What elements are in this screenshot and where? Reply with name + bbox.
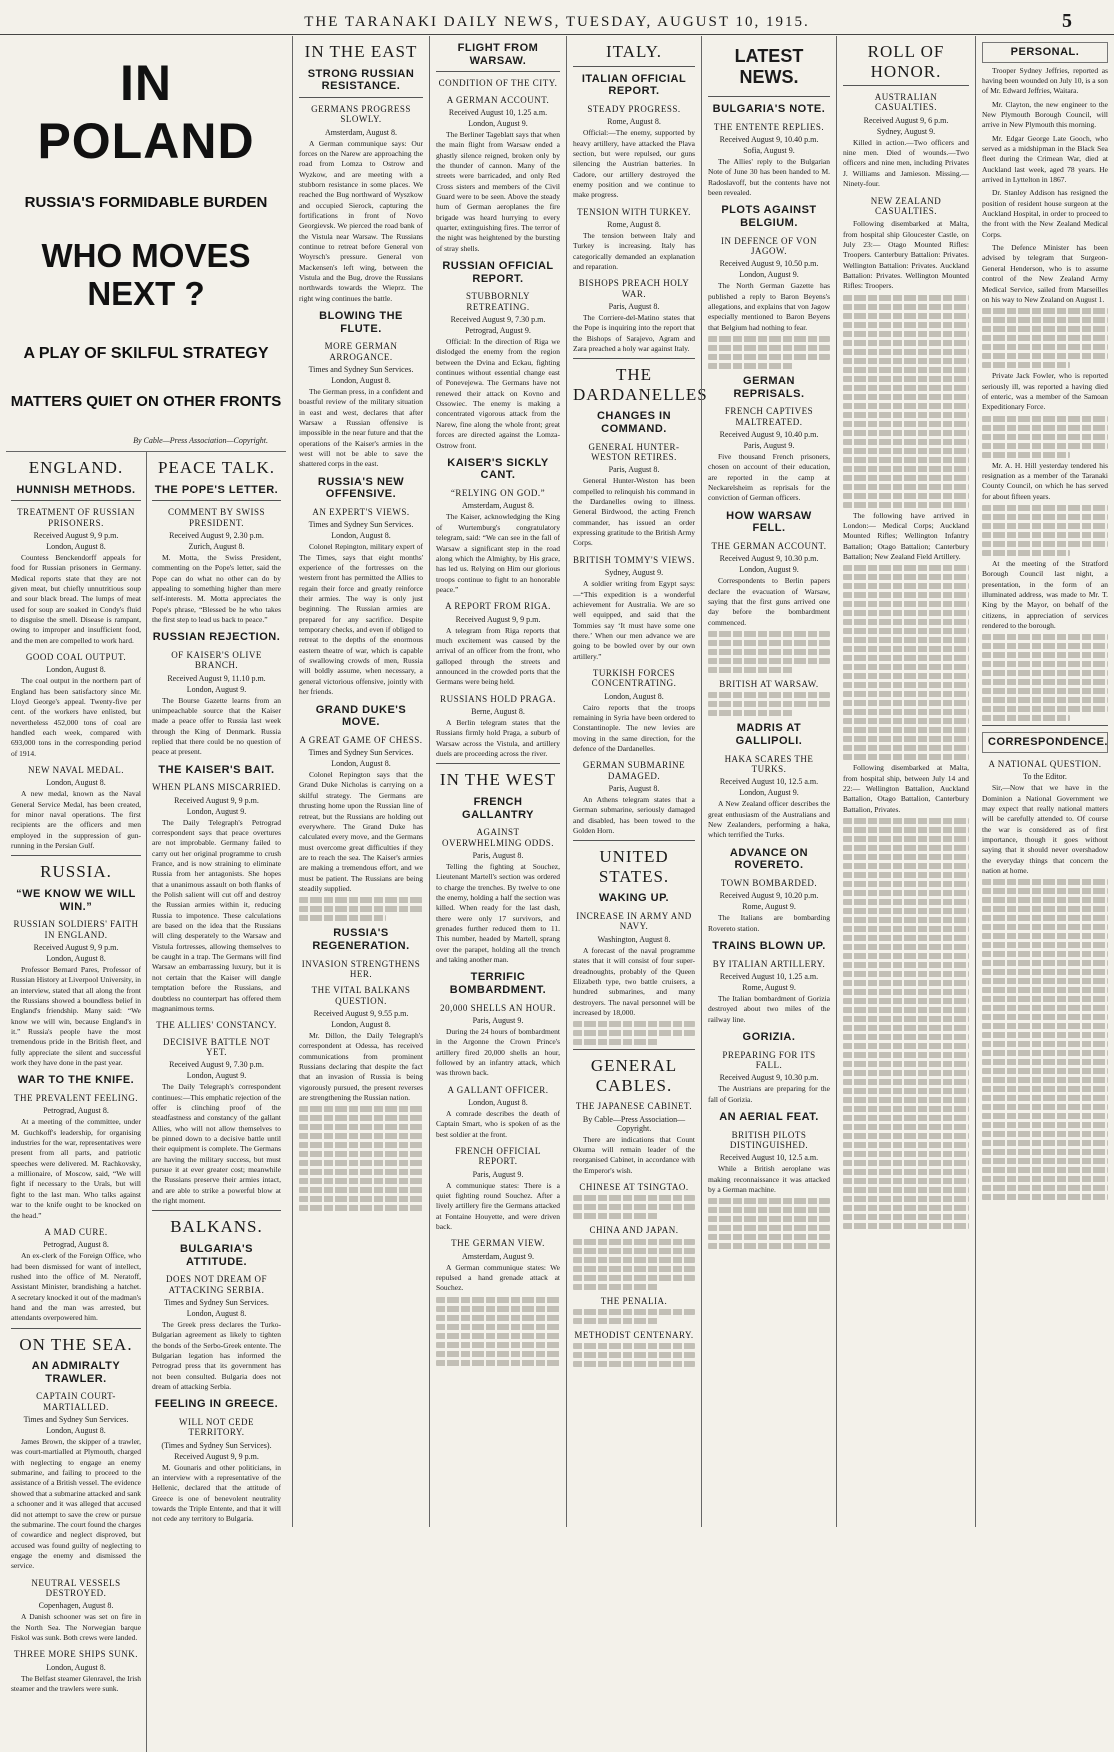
dateline: Received August 9, 10.30 p.m. (719, 554, 819, 564)
dateline: By Cable—Press Association—Copyright. (582, 1114, 686, 1133)
lead-deck-2: WHO MOVES NEXT ? (41, 237, 251, 312)
lead-subcolumns (6, 451, 286, 1752)
article-subheading: THE ALLIES' CONSTANCY. (156, 1020, 277, 1031)
dateline: Washington, August 8. (597, 934, 671, 944)
article-heading: BLOWING THE FLUTE. (319, 310, 403, 335)
section-heading: BALKANS. (170, 1217, 263, 1237)
article-body: The Allies' reply to the Bulgarian Note of June 30 has been handed to M. Radoslavoff, but the contents have not been revealed. (708, 156, 830, 198)
dateline: Received August 9, 9 p.m. (174, 1451, 259, 1461)
article-body: Professor Bernard Pares, Professor of Russian History at Liverpool University, in an interview, stated that all along the front the Russians showed a boundless belief in England's friendship. Many said: “We know we will win, because England's in it.” Russia's people have the most tremendous pride in the British fleet, and fully appreciate the silent and successful work they have done in the past year. (11, 964, 141, 1068)
article-subheading: THE VITAL BALKANS QUESTION. (311, 985, 411, 1006)
article-subheading: BISHOPS PREACH HOLY WAR. (578, 278, 690, 299)
article-subheading: BY ITALIAN ARTILLERY. (712, 958, 826, 969)
dateline: London, August 9. (739, 788, 799, 798)
article-subheading: RUSSIANS HOLD PRAGA. (440, 693, 556, 704)
article-body: A telegram from Riga reports that much excitement was caused by the arrival of an officer from the front, who galloped through the streets and announced in the crowded ports that the Germans were being held. (436, 625, 560, 687)
lead-column (0, 36, 292, 1693)
article-subheading: GENERAL HUNTER-WESTON RETIRES. (588, 441, 680, 463)
article-subheading: TREATMENT OF RUSSIAN PRISONERS. (17, 507, 135, 528)
article-subheading: THE GERMAN ACCOUNT. (711, 541, 827, 552)
lead-headline: IN POLAND (37, 55, 255, 169)
dateline: Times and Sydney Sun Services. (308, 520, 414, 530)
lead-byline: By Cable—Press Association—Copyright. (133, 436, 268, 445)
article-heading: AN ADMIRALTY TRAWLER. (31, 1360, 121, 1385)
article-heading: FLIGHT FROM WARSAW. (457, 42, 539, 67)
article-body: A German communique states: We repulsed a hand grenade attack at Souchez. (436, 1262, 560, 1293)
article-subheading: A NATIONAL QUESTION. (988, 759, 1102, 769)
dateline: London, August 8. (46, 1662, 106, 1672)
dateline: London, August 8. (331, 759, 391, 769)
article-subheading: IN DEFENCE OF VON JAGOW. (720, 235, 818, 256)
article-subheading: BRITISH PILOTS DISTINGUISHED. (729, 1129, 809, 1151)
article-subheading: MORE GERMAN ARROGANCE. (324, 341, 398, 362)
article-body: The tension between Italy and Turkey is increasing. Italy has categorically demanded an explanation and reparation. (573, 230, 695, 271)
article-heading: GORIZIA. (742, 1031, 796, 1044)
dateline: Received August 9, 10.20 p.m. (719, 891, 819, 901)
lead-deck-3: A PLAY OF SKILFUL STRATEGY (23, 345, 269, 362)
dateline: London, August 9. (186, 684, 247, 694)
article-subheading: FRENCH CAPTIVES MALTREATED. (724, 406, 814, 427)
article-subheading: BRITISH TOMMY'S VIEWS. (573, 554, 695, 565)
dateline: Copenhagen, August 8. (38, 1601, 114, 1611)
article-subheading: CHINA AND JAPAN. (589, 1225, 679, 1236)
article-body: Following disembarked at Malta, from hospital ship Gloucester Castle, on July 23:— Otago Mounted Rifles: Troopers. Canterbury Battalion: Privates. Wellington Battalion: Privates. Auckland Battalion: Privates. Wellington Mounted Rifles: Troopers. (843, 219, 969, 291)
article-body: A Berlin telegram states that the Russians firmly hold Praga, a suburb of Warsaw across the Vistula, and artillery duels are proceeding across the river. (436, 717, 560, 758)
article-body: The North German Gazette has published a reply to Baron Beyens's allegations, and explains that von Jagow especially mentioned to Baron Beyens that Belgium had nothing to fear. (708, 281, 830, 332)
dateline: Paris, August 9. (472, 1015, 524, 1025)
section-heading: ON THE SEA. (19, 1334, 133, 1354)
article-heading: BULGARIA'S ATTITUDE. (179, 1242, 253, 1268)
article-subheading: WILL NOT CEDE TERRITORY. (179, 1416, 254, 1438)
dateline: Received August 9, 9 p.m. (455, 614, 541, 624)
article-subheading: TURKISH FORCES CONCENTRATING. (591, 667, 677, 689)
dateline: Rome, August 8. (607, 219, 661, 229)
article-heading: HUNNISH METHODS. (16, 483, 136, 496)
dateline: London, August 8. (186, 1308, 247, 1318)
masthead-title: THE TARANAKI DAILY NEWS, TUESDAY, AUGUST 10, 1915. (304, 14, 810, 30)
section-heading: RUSSIA. (40, 862, 112, 882)
dateline: Received August 9, 9 p.m. (33, 530, 119, 540)
article-heading: THE KAISER'S BAIT. (158, 763, 275, 776)
article-heading: RUSSIAN OFFICIAL REPORT. (442, 260, 554, 285)
article-heading: ITALIAN OFFICIAL REPORT. (581, 72, 687, 98)
dateline: Received August 10, 1.25 a.m. (719, 972, 819, 982)
dateline: Received August 10, 12.5 a.m. (719, 777, 819, 787)
article-body: Trooper Sydney Jeffries, reported as having been wounded on July 10, is a son of Mr. Edward Jeffries, Waitara. (982, 65, 1108, 96)
dateline: Received August 9, 9 p.m. (33, 942, 119, 952)
article-heading: KAISER'S SICKLY CANT. (447, 456, 549, 482)
dateline: Times and Sydney Sun Services. (164, 1297, 269, 1307)
dateline: London, August 9. (739, 565, 799, 575)
dateline: Received August 9, 7.30 p.m. (450, 315, 546, 325)
dateline: Received August 9, 10.50 p.m. (719, 259, 819, 269)
dateline: Received August 9, 10.30 p.m. (719, 1073, 819, 1083)
article-subheading: GERMAN SUBMARINE DAMAGED. (582, 760, 686, 781)
article-subheading: PREPARING FOR ITS FALL. (722, 1049, 816, 1071)
article-heading: GERMAN REPRISALS. (733, 375, 805, 400)
article-body: Mr. Dillon, the Daily Telegraph's correspondent at Odessa, has received communications from prominent Russians declaring that despite the fact that an invasion of Russia is being vigorously pursued, the present reverses are strengthening the Russian nation. (299, 1030, 423, 1102)
article-subheading: AGAINST OVERWHELMING ODDS. (442, 827, 554, 848)
article-heading: FEELING IN GREECE. (154, 1398, 279, 1411)
article-heading: THE POPE'S LETTER. (154, 483, 279, 496)
article-body: The following have arrived in London:— Medical Corps; Auckland Mounted Rifles; Wellington Infantry Battalion; Otago Battalion; Canterbury Battalion; New Zealand Field Artillery. (843, 510, 969, 561)
article-subheading: FRENCH OFFICIAL REPORT. (455, 1146, 541, 1167)
dateline: Rome, August 8. (607, 117, 661, 127)
dateline: London, August 9. (468, 118, 528, 128)
column-italy (566, 36, 708, 1527)
article-subheading: DECISIVE BATTLE NOT YET. (163, 1036, 270, 1057)
article-body: A new medal, known as the Naval General Service Medal, has been created, for minor naval operations. The first recipients are the officers and men employed in the suppression of gun-running in the Persian Gulf. (11, 789, 141, 851)
article-body: A soldier writing from Egypt says:—“This expedition is a wonderful achievement for Australia. We are so well equipped, and said that the Tommies say ‘It must have some one there.’ When our men advance we are going to be bowled over by our own artillery.” (573, 579, 695, 661)
article-body: Colonel Repington says that the Grand Duke Nicholas is carrying on a skilful strategy. The Germans are thrusting home upon the Russian line of retreat, but the Russians are holding out everywhere. The Grand Duke has calculated every move, and the Germans must overcome great difficulties if they are to reach the sea. The Kaiser's armies are making a tremendous effort, and we must be patient. The Russians are being steadily supplied. (299, 770, 423, 893)
article-body: Sir,—Now that we have in the Dominion a National Government we may expect that really national matters will be carefully attended to. Of course the war is considered as of first importance, though it goes without saying that it should never overshadow the everyday things that concern the nation at home. (982, 783, 1108, 876)
section-heading: CORRESPONDENCE. (982, 732, 1108, 753)
article-subheading: TENSION WITH TURKEY. (577, 206, 691, 217)
dateline: Paris, August 9. (743, 441, 795, 451)
dateline: London, August 9. (186, 806, 247, 816)
article-subheading: NEUTRAL VESSELS DESTROYED. (31, 1577, 121, 1598)
dateline: Paris, August 9. (472, 1169, 524, 1179)
article-subheading: NEW ZEALAND CASUALTIES. (870, 195, 942, 216)
dateline: Petrograd, August 9. (465, 326, 531, 336)
article-body: A German communique says: Our forces on the Narew are approaching the road from Lomza to Ostrow and Wyzkow, and are meeting with a stubborn resistance in some places. We reached the Bug northward of Wyszkow and occupied Sierock, capturing the fortifications in front of Novo Georgievsk. We pierced the road bank of the Vistula near Warsaw. The Russians continue to retreat before General von Woyrsch's pressure. General von Mackensen's left wing, between the Vistula and the Bug, drove the Russians northwards towards the Wieprz. The right wing continues the battle. (299, 138, 423, 303)
article-heading: WAKING UP. (598, 892, 670, 905)
article-body: During the 24 hours of bombardment in the Argonne the Crown Prince's artillery fired 20,000 shells an hour, followed by an infantry attack, which was thrown back. (436, 1026, 560, 1078)
article-subheading: AUSTRALIAN CASUALTIES. (874, 92, 938, 113)
article-body: A Danish schooner was set on fire in the North Sea. The Norwegian barque Fiskol was sunk. Both crews were landed. (11, 1612, 141, 1642)
dateline: Rome, August 9. (742, 983, 796, 993)
article-body: General Hunter-Weston has been compelled to relinquish his command in the Dardanelles owing to illness. General Birdwood, the acting French commander, has issued an order expressing gratitude to the British Army Corps. (573, 476, 695, 548)
article-subheading: BRITISH AT WARSAW. (719, 679, 819, 690)
article-subheading: CHINESE AT TSINGTAO. (579, 1182, 689, 1193)
section-heading: ROLL OF HONOR. (867, 42, 945, 81)
dateline: London, August 8. (46, 1426, 106, 1436)
dateline: Received August 9, 9 p.m. (174, 795, 259, 805)
dateline: Times and Sydney Sun Services. (308, 364, 414, 374)
article-subheading: GERMANS PROGRESS SLOWLY. (311, 103, 411, 125)
article-body: There are indications that Count Okuma will remain leader of the reorganised Cabinet, in accordance with the Emperor's wish. (573, 1134, 695, 1175)
article-subheading: HAKA SCARES THE TURKS. (724, 753, 814, 775)
dateline: Sofia, August 9. (743, 145, 795, 155)
dateline: Received August 9, 7.30 p.m. (169, 1060, 264, 1070)
article-heading: HOW WARSAW FELL. (726, 509, 812, 535)
column-in-the-east (292, 36, 429, 1527)
article-subheading: A GERMAN ACCOUNT. (446, 94, 550, 105)
dateline: Zurich, August 8. (188, 541, 245, 551)
article-heading: AN AERIAL FEAT. (719, 1111, 819, 1124)
article-body: Official:—The enemy, supported by heavy artillery, have attacked the Plava section, but were repulsed, our guns silencing the Austrian batteries. In Cadore, our artillery destroyed the enemy position and we continue to make progress. (573, 128, 695, 200)
dateline: Times and Sydney Sun Services. (23, 1415, 129, 1425)
article-subheading: A MAD CURE. (44, 1226, 108, 1237)
dateline: (Times and Sydney Sun Services). (161, 1440, 272, 1450)
article-subheading: CAPTAIN COURT-MARTIALLED. (36, 1391, 116, 1412)
article-heading: RUSSIA'S REGENERATION. (312, 927, 410, 952)
article-heading: FRENCH GALLANTRY (462, 795, 534, 821)
article-subheading: A REPORT FROM RIGA. (445, 601, 551, 612)
article-subheading: RUSSIAN SOLDIERS' FAITH IN ENGLAND. (13, 919, 139, 940)
article-body: While a British aeroplane was making reconnaissance it was attacked by a German machine. (708, 1164, 830, 1195)
dateline: Paris, August 8. (608, 784, 660, 794)
dateline: Rome, August 9. (742, 902, 796, 912)
article-body: Private Jack Fowler, who is reported seriously ill, was reported a having died of enteric, was a member of the Samoan Expeditionary Force. (982, 371, 1108, 412)
dateline: London, August 8. (468, 1097, 528, 1107)
article-body: Correspondents to Berlin papers declare the evacuation of Warsaw, saying that the first guns arrived one day before the bombardment commenced. (708, 576, 830, 627)
article-heading: ADVANCE ON ROVERETO. (729, 846, 809, 872)
subcolumn-england (6, 452, 146, 1752)
section-heading: GENERAL CABLES. (590, 1056, 678, 1095)
dateline: To the Editor. (1023, 772, 1067, 782)
dateline: Amsterdam, August 8. (325, 127, 397, 137)
article-body: The German press, in a confident and boastful review of the military situation in east and west, declares that after Warsaw a Russian offensive is impossible in the near future and that the operations of the Kaiser's armies in the west will not be able to save the shattered corps in the east. (299, 386, 423, 469)
dateline: Received August 9, 10.40 p.m. (719, 430, 819, 440)
dateline: Received August 10, 12.5 a.m. (719, 1153, 819, 1163)
article-body: The Daily Telegraph's Petrograd correspondent says that peace overtures are not improbable. Germany failed to carry out her original programme to crush France, and is now straining to eliminate Russia from her antagonists. She hopes that a unanimous assault on both flanks of the Polish salient will cut off and destroy the Russian armies within it, reducing Russia to impotence. These calculations are based on the idea that the Russians will cling desperately to the Warsaw and Vistula fortresses, allowing themselves to be caught in a trap. The Germans will find Warsaw an embarrassing luxury, but it is not certain that the Kaiser will dangle temptation before the Russians, and doubtless no counterpart has offered them magnanimous terms. (152, 817, 281, 1013)
latest-news-heading: LATEST NEWS. (734, 46, 804, 87)
article-body: The Belfast steamer Glenravel, the Irish steamer and the trawlers were sunk. (11, 1673, 141, 1693)
article-body: At a meeting of the committee, under M. Guchkoff's leadership, for organising industries for the war, representatives were present from all parts, and patriotic speeches were delivered. M. Rachkovsky, a millionaire, of Moscow, said, “We will fight if necessary to the Urals, but will fight to the last man. Who talks against war to the knife ought to be knocked on the head.” (11, 1117, 141, 1220)
article-body: Mr. Clayton, the new engineer to the New Plymouth Borough Council, will arrive in New Plymouth this morning. (982, 99, 1108, 130)
article-body: Dr. Stanley Addison has resigned the position of resident house surgeon at the Auckland Hospital, in order to proceed to the front with the New Zealand Medical Corps. (982, 188, 1108, 239)
article-subheading: INCREASE IN ARMY AND NAVY. (576, 911, 692, 932)
column-roll-of-honor (836, 36, 975, 1527)
column-flight-from-warsaw (429, 36, 566, 1527)
dateline: London, August 8. (46, 778, 106, 788)
article-heading: RUSSIA'S NEW OFFENSIVE. (317, 475, 405, 501)
article-body: A New Zealand officer describes the great enthusiasm of the Australians and New Zealanders, performing a haka, which terrified the Turks. (708, 799, 830, 840)
dateline: Amsterdam, August 8. (462, 501, 534, 511)
article-heading: MADRIS AT GALLIPOLI. (735, 722, 803, 748)
article-body: Mr. A. H. Hill yesterday tendered his resignation as a member of the Taranaki County Council, on which he has served for about fifteen years. (982, 460, 1108, 501)
article-body: M. Gounaris and other politicians, in an interview with a representative of the Hellenic, declared that the attitude of Greece is one of benevolent neutrality towards the Triple Entente, and that it will not cede any territory to Bulgaria. (152, 1462, 281, 1524)
article-body: An Athens telegram states that a German submarine, seriously damaged and disabled, has been towed to the Golden Horn. (573, 795, 695, 836)
column-personal (975, 36, 1114, 1527)
dateline: Sydney, August 9. (876, 126, 936, 136)
article-subheading: A GALLANT OFFICER. (447, 1084, 549, 1095)
article-body: The coal output in the northern part of England has been satisfactory since Mr. Lloyd George's appeal. Twenty-five per cent. of the workers have enlisted, but nevertheless 452,000 tons of coal are handled each week, compared with 693,000 tons in the corresponding period of 1914. (11, 676, 141, 758)
dateline: Paris, August 8. (608, 301, 660, 311)
article-subheading: METHODIST CENTENARY. (574, 1330, 694, 1341)
article-body: A comrade describes the death of Captain Smart, who is spoken of as the best soldier at the front. (436, 1108, 560, 1139)
dateline: Petrograd, August 8. (43, 1106, 109, 1116)
article-subheading: “RELYING ON GOD.” (450, 488, 546, 499)
section-heading: ENGLAND. (28, 458, 124, 477)
column-latest-news (701, 36, 836, 1527)
article-subheading: DOES NOT DREAM OF ATTACKING SERBIA. (165, 1274, 268, 1295)
article-heading: STRONG RUSSIAN RESISTANCE. (307, 67, 415, 93)
dateline: Amsterdam, August 9. (462, 1251, 534, 1261)
dateline: Paris, August 8. (608, 465, 660, 475)
article-body: The Italian bombardment of Gorizia destroyed about two miles of the railway line. (708, 994, 830, 1024)
article-subheading: TOWN BOMBARDED. (720, 878, 818, 889)
dateline: London, August 8. (46, 953, 106, 963)
article-body: The Daily Telegraph's correspondent continues:—This emphatic rejection of the offer is clinching proof of the steadfastness and constancy of the gallant Allies, who will not allow themselves to be pinned down to a decisive battle until their equipment is complete. The Germans are having the military success, but must pursue it at ever greater cost; meanwhile the Russians preserve their armies intact, and are able to strike a powerful blow at the right moment. (152, 1082, 281, 1205)
lead-deck-1: RUSSIA'S FORMIDABLE BURDEN (24, 194, 268, 211)
dateline: London, August 9. (739, 270, 799, 280)
article-body: The Bourse Gazette learns from an unimpeachable source that the Kaiser made a peace offer to Russia last week through the King of Denmark. Russia replied that there could be no question of peace at present. (152, 695, 281, 757)
section-heading: PEACE TALK. (158, 458, 275, 477)
dateline: Paris, August 8. (472, 850, 524, 860)
section-heading: IN THE WEST (439, 770, 557, 790)
article-heading: CHANGES IN COMMAND. (596, 410, 672, 436)
article-subheading: GOOD COAL OUTPUT. (25, 651, 127, 662)
section-heading: UNITED STATES. (598, 847, 670, 886)
article-subheading: WHEN PLANS MISCARRIED. (152, 782, 281, 793)
article-body: Cairo reports that the troops remaining in Syria have been ordered to Constantinople. The new levies are moving in the same direction, for the defence of the Dardanelles. (573, 702, 695, 753)
article-subheading: THE ENTENTE REPLIES. (713, 121, 825, 132)
article-heading: WAR TO THE KNIFE. (17, 1074, 135, 1087)
article-body: Telling the fighting at Souchez, Lieutenant Martell's section was ordered to charge the trenches. By twelve to one the enemy, holding a half the section was killed. When ready for the last dash, there were only 17 survivors, and grenades further reduced them to 11. This number, headed by Martell, sprang over the parapet, holding all the trench and taking another man. (436, 861, 560, 964)
article-subheading: AN EXPERT'S VIEWS. (312, 507, 410, 518)
article-subheading: STEADY PROGRESS. (587, 103, 681, 114)
article-subheading: THE PREVALENT FEELING. (14, 1093, 138, 1104)
dateline: Sydney, August 9. (604, 568, 664, 578)
article-subheading: THE PENALIA. (600, 1295, 668, 1306)
section-heading: IN THE EAST (304, 42, 418, 61)
article-body: A communique states: There is a quiet fighting round Souchez. After a lively artillery fire the Germans attacked at Fontaine Houyette, and were driven back. (436, 1180, 560, 1232)
dateline: Received August 10, 1.25 a.m. (448, 107, 548, 117)
article-body: The Austrians are preparing for the fall of Gorizia. (708, 1084, 830, 1104)
article-body: The Greek press declares the Turko-Bulgarian agreement as likely to tighten the bonds of the Serbo-Greek entente. The Bulgarian legation has informed the Petrograd press that its government has not been consulted. Bulgaria does not dream of attacking Serbia. (152, 1319, 281, 1391)
article-subheading: A GREAT GAME OF CHESS. (299, 734, 423, 745)
article-heading: BULGARIA'S NOTE. (712, 103, 826, 115)
article-body: The Kaiser, acknowledging the King of Wurtemburg's congratulatory telegram, said: “We can see in the fall of Warsaw a significant step in the road along which the Almighty, by His grace, has led us. Relying on Him our glorious troops continue to fight to an honorable peace.” (436, 512, 560, 594)
article-subheading: COMMENT BY SWISS PRESIDENT. (167, 507, 265, 528)
article-body: Colonel Repington, military expert of The Times, says that eight months' experience of the fortresses on the western front has permitted the Allies to regain their force and greatly reinforce their armies. The way is only just beginning. The Russian armies are prepared for any sacrifice. Despite temporary checks, and even if obliged to retreat to the depths of the enormous eastern theatre of war, which is capable of swallowing crowds of men, Russia will boldly assume, when necessary, a general victorious offensive, jointly with her friends. (299, 542, 423, 697)
page-number: 5 (1062, 10, 1072, 32)
section-heading: ITALY. (606, 42, 662, 61)
dateline: Petrograd, August 8. (43, 1240, 109, 1250)
article-body: Mr. Edgar George Late Gooch, who served as a midshipman in the Black Sea fleet during the Crimean War, died at Auckland last week, aged 78 years. He arrived in Lyttelton in 1867. (982, 133, 1108, 185)
section-heading: THE DARDANELLES (573, 365, 708, 404)
article-body: An ex-clerk of the Foreign Office, who had been dismissed for want of intellect, rushed into the office of M. Neratoff, Assistant Minister, brandishing a hatchet. A secretary knocked it out of the madman's hand and the man was arrested, but attendants overpowered him. (11, 1251, 141, 1323)
article-body: Five thousand French prisoners, chosen on account of their education, are reported in the camp at Neckarelsheim as reprisals for the conviction of German officers. (708, 452, 830, 503)
article-subheading: STUBBORNLY RETREATING. (465, 291, 531, 312)
article-body: The Italians are bombarding Rovereto station. (708, 913, 830, 933)
article-subheading: CONDITION OF THE CITY. (438, 78, 558, 89)
dateline: Received August 9, 10.40 p.m. (719, 134, 819, 144)
article-subheading: THE GERMAN VIEW. (451, 1238, 545, 1249)
article-body: Official: In the direction of Riga we dislodged the enemy from the region between the Dvina and Eckau, fighting continues without essential change east of Ponevejewa. The Germans have not renewed their attack on Kovno and Ossowiec. The enemy is making a concentrated vigorous attack from the Narew, fine along the whole front; great forces are directed against the Lomza-Ostrow front. (436, 337, 560, 450)
article-heading: GRAND DUKE'S MOVE. (315, 703, 407, 729)
dateline: London, August 8. (46, 665, 106, 675)
article-body: Killed in action.—Two officers and nine men. Died of wounds.—Two officers and nine men, including Privates J. Williams and Jamieson. Missing.—Ninety-four. (843, 137, 969, 189)
article-subheading: OF KAISER'S OLIVE BRANCH. (171, 649, 262, 671)
dateline: Times and Sydney Sun Services. (308, 748, 414, 758)
article-body: M. Motta, the Swiss President, commenting on the Pope's letter, said the Pope can do what no other can do by appealing to something higher than mere self-interests. M. Motta appreciates the Pope's phrase, “Blessed be he who takes the first step to lead us back to peace.” (152, 552, 281, 624)
article-subheading: NEW NAVAL MEDAL. (28, 765, 124, 776)
article-subheading: INVASION STRENGTHENS HER. (301, 958, 421, 979)
article-body: At the meeting of the Stratford Borough Council last night, a presentation, in the form of an illuminated address, was made to Mr. T. King by the Mayor, on behalf of the citizens, in appreciation of services rendered to the borough. (982, 558, 1108, 631)
article-body: Following disembarked at Malta, from hospital ship, between July 14 and 22:— Wellington Battalion, Auckland Battalion, Otago Battalion, Canterbury Battalion, Privates. (843, 763, 969, 814)
article-body: The Berliner Tageblatt says that when the main flight from Warsaw ended a ghastly silence reigned, broken only by the thunder of cannon. Many of the streets were barricaded, and only Red Cross sisters and members of the Civil Guard were to be seen. Above the steady hum of German aeroplanes the fire brigade was heard hurrying to every quarter, extinguishing fires. The terror of the night was heightened by the bursting of stray shells. (436, 129, 560, 253)
dateline: London, August 8. (331, 531, 391, 541)
article-heading: “WE KNOW WE WILL WIN.” (16, 888, 136, 913)
article-body: Countess Benckendorff appeals for food for Russian prisoners in Germany. Medical reports state that they are not given meat, but chiefly unnutritious soup and sour black bread. The lumps of meat used for soup are soaked in Condy's fluid to disguise the smell. Disease is rampant, owing to improper and insufficient food, and the men are compelled to work hard. (11, 552, 141, 645)
dateline: Received August 9, 9.55 p.m. (313, 1008, 409, 1018)
article-subheading: THREE MORE SHIPS SUNK. (13, 1649, 138, 1660)
article-body: James Brown, the skipper of a trawler, was court-martialled at Plymouth, charged with neglecting to engage an enemy submarine, and failing to proceed to the assistance of a British vessel. The evidence showed that a submarine attacked and sank a schooner and it was alleged that accused did not attempt to save the crew or pursue the submarine. The court found the charges of cowardice and neglect disproved, but accused was found guilty of neglecting to engage the enemy and dismissed the service. (11, 1437, 141, 1571)
article-heading: TRAINS BLOWN UP. (712, 940, 826, 953)
dateline: Received August 9, 2.30 p.m. (169, 530, 264, 540)
dateline: London, August 8. (331, 1019, 391, 1029)
article-body: A forecast of the naval programme states that it will consist of four super-dreadnoughts, probably of the Queen Elizabeth type, two battle cruisers, a hundred submarines, and many destroyers. The naval personnel will be increased by 18,000. (573, 945, 695, 1017)
masthead (0, 0, 1114, 35)
article-heading: PLOTS AGAINST BELGIUM. (721, 204, 817, 229)
dateline: London, August 9. (186, 1071, 247, 1081)
article-body: The Defence Minister has been advised by telegram that Surgeon-General Henderson, who is to assume control of the New Zealand Army Medical Service, sailed from Marseilles on his way to New Zealand on August 1. (982, 243, 1108, 304)
article-heading: RUSSIAN REJECTION. (152, 631, 281, 644)
dateline: Berne, August 8. (471, 706, 525, 716)
dateline: London, August 8. (331, 375, 391, 385)
dateline: London, August 8. (46, 541, 106, 551)
subcolumn-peace (146, 452, 286, 1752)
article-body: The Corriere-del-Matino states that the Pope is inquiring into the report that the Bishops of Sarajevo, Agram and Zara preached a holy war against Italy. (573, 312, 695, 354)
dateline: London, August 8. (604, 691, 664, 701)
article-heading: TERRIFIC BOMBARDMENT. (449, 971, 547, 996)
article-subheading: THE JAPANESE CABINET. (575, 1101, 693, 1112)
dateline: Received August 9, 6 p.m. (863, 115, 949, 125)
section-heading: PERSONAL. (982, 42, 1108, 63)
article-subheading: 20,000 SHELLS AN HOUR. (440, 1002, 556, 1013)
dateline: Received August 9, 11.10 p.m. (167, 673, 266, 683)
lead-deck-4: MATTERS QUIET ON OTHER FRONTS (10, 393, 282, 410)
